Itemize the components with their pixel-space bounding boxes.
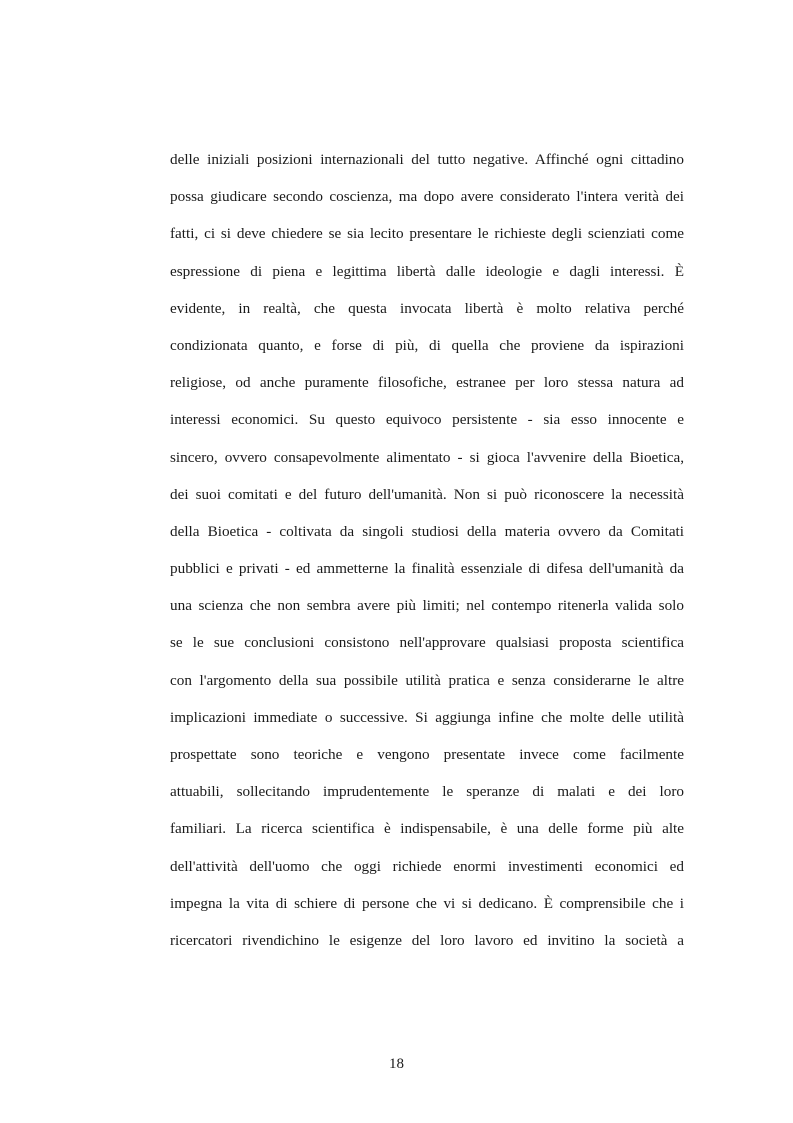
text-line: delle iniziali posizioni internazionali del tutto negative. Affinché ogni cittadino [170, 151, 684, 168]
text-line: con l'argomento della sua possibile utilità pratica e senza considerarne le altre [170, 671, 684, 689]
text-line: condizionata quanto, e forse di più, di quella che proviene da ispirazioni [170, 336, 684, 354]
body-paragraph [170, 145, 684, 963]
text-line: familiari. La ricerca scientifica è indispensabile, è una delle forme più alte [170, 820, 684, 838]
text-line: sincero, ovvero consapevolmente alimentato - si gioca l'avvenire della Bioetica, [170, 448, 684, 466]
text-line: religiose, od anche puramente filosofiche, estranee per loro stessa natura ad [170, 374, 684, 392]
text-line: dei suoi comitati e del futuro dell'umanità. Non si può riconoscere la necessità [170, 485, 684, 503]
text-line: dell'attività dell'uomo che oggi richiede enormi investimenti economici ed [170, 857, 684, 875]
text-line: implicazioni immediate o successive. Si aggiunga infine che molte delle utilità [170, 708, 684, 726]
text-line: attuabili, sollecitando imprudentemente le speranze di malati e dei loro [170, 783, 684, 801]
text-line: una scienza che non sembra avere più limiti; nel contempo ritenerla valida solo [170, 597, 684, 615]
text-line: pubblici e privati - ed ammetterne la finalità essenziale di difesa dell'umanità da [170, 560, 684, 578]
text-line: prospettate sono teoriche e vengono presentate invece come facilmente [170, 746, 684, 763]
text-line: se le sue conclusioni consistono nell'approvare qualsiasi proposta scientifica [170, 634, 684, 652]
text-line: interessi economici. Su questo equivoco persistente - sia esso innocente e [170, 411, 684, 429]
text-line: impegna la vita di schiere di persone che vi si dedicano. È comprensibile che i [170, 894, 684, 912]
text-line: espressione di piena e legittima libertà dalle ideologie e dagli interessi. È [170, 262, 684, 280]
text-line: fatti, ci si deve chiedere se sia lecito presentare le richieste degli scienziati come [170, 225, 684, 243]
text-line: della Bioetica - coltivata da singoli studiosi della materia ovvero da Comitati [170, 522, 684, 540]
text-line: ricercatori rivendichino le esigenze del loro lavoro ed invitino la società a [170, 931, 684, 949]
page-number: 18 [389, 1056, 404, 1072]
text-line: possa giudicare secondo coscienza, ma dopo avere considerato l'intera verità dei [170, 188, 684, 206]
text-line: evidente, in realtà, che questa invocata libertà è molto relativa perché [170, 299, 684, 317]
